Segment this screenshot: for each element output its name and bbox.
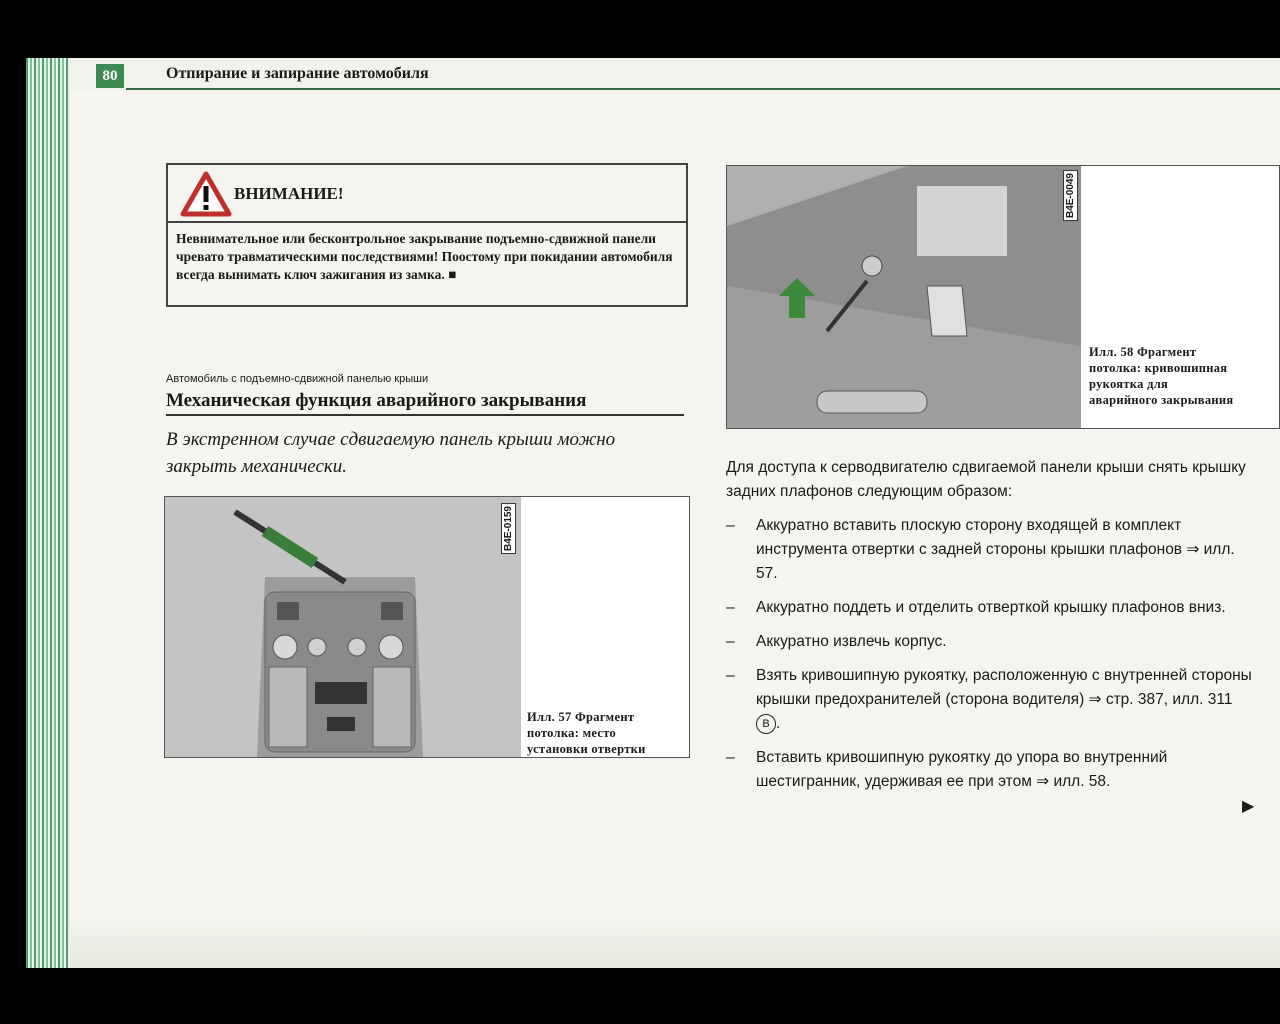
list-item: – Аккуратно вставить плоскую сторону входящей в комплект инструмента отвертки с задней стороны крышки плафонов ⇒ илл. 57. xyxy=(726,517,1235,582)
figure-57-code: B4E-0159 xyxy=(501,503,516,554)
step-list xyxy=(726,514,1256,804)
manual-page xyxy=(26,58,1280,968)
list-item: – Аккуратно поддеть и отделить отверткой крышку плафонов вниз. xyxy=(726,599,1226,616)
warning-text: Невнимательное или бесконтрольное закрывание подъемно-сдвижной панели чревато травматическими последствиями! Поостому при покидании автомобиля всегда вынимать ключ зажигания из замка. ■ xyxy=(176,231,673,282)
warning-box xyxy=(166,163,688,307)
header-rule xyxy=(126,88,1280,90)
figure-58-image xyxy=(727,166,1081,428)
page-bottom-shade xyxy=(70,918,1280,968)
section-rule xyxy=(166,414,684,416)
warning-triangle-icon xyxy=(180,171,232,217)
figure-57-image xyxy=(165,497,521,757)
figure-58 xyxy=(726,165,1280,429)
figure-57-caption: Илл. 57 Фрагмент потолка: место установки отвертки xyxy=(527,710,646,756)
warning-header xyxy=(168,165,686,223)
figure-58-code: B4E-0049 xyxy=(1063,170,1078,221)
figure-58-caption: Илл. 58 Фрагмент потолка: кривошипная рукоятка для аварийного закрывания xyxy=(1089,345,1234,407)
page-edges xyxy=(26,58,70,968)
list-item: – Взять кривошипную рукоятку, расположенную с внутренней стороны крышки предохранителей (сторона водителя) ⇒ стр. 387, илл. 311 B . xyxy=(726,667,1252,732)
section-title: Механическая функция аварийного закрывания xyxy=(166,390,587,411)
page-header-title: Отпирание и запирание автомобиля xyxy=(166,65,429,82)
page-number: 80 xyxy=(96,64,124,88)
continue-arrow-icon: ▶ xyxy=(1242,798,1255,815)
ceiling-console-illustration xyxy=(165,497,521,757)
list-item: – Вставить кривошипную рукоятку до упора во внутренний шестигранник, удерживая ее при этом ⇒ илл. 58. xyxy=(726,749,1168,790)
warning-title: ВНИМАНИЕ! xyxy=(234,184,344,203)
section-lead: В экстренном случае сдвигаемую панель крыши можно закрыть механически. xyxy=(166,429,616,477)
figure-57 xyxy=(164,496,690,758)
reference-circle-b: B xyxy=(756,714,776,734)
list-item: – Аккуратно извлечь корпус. xyxy=(726,633,947,650)
section-subcaption: Автомобиль с подъемно-сдвижной панелью крыши xyxy=(166,373,429,385)
crank-handle-illustration xyxy=(727,166,1081,428)
body-intro: Для доступа к серводвигателю сдвигаемой панели крыши снять крышку задних плафонов следующим образом: xyxy=(726,459,1246,500)
